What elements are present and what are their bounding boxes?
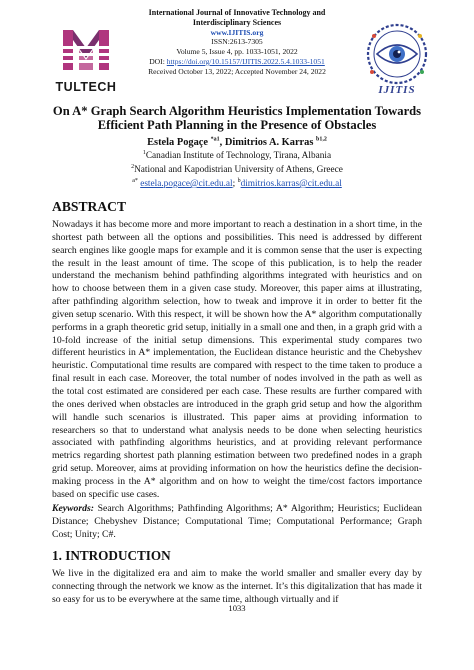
introduction-body: We live in the digitalized era and aim to make the world smaller and smaller every day by connecting through the network we know as the internet. It’s this digitalization that has made it so easy for us to be everywhere at the same time, although virtually and if bbox=[52, 568, 422, 605]
affiliation-2 bbox=[50, 165, 424, 176]
email-1-link[interactable]: estela.pogace@cit.edu.al bbox=[140, 179, 233, 189]
email-1-sup: a* bbox=[132, 177, 138, 184]
keywords-paragraph bbox=[52, 503, 422, 542]
author-2-sup: b1,2 bbox=[316, 136, 327, 143]
doi-label: DOI: bbox=[149, 56, 167, 66]
ijitis-logo-text: IJITIS bbox=[378, 84, 416, 96]
email-2-sup: b bbox=[237, 177, 241, 184]
abstract-body: Nowadays it has become more and more important to reach a destination in a short time, in the shortest path between all the options and possibilities. This need is addressed by different search engines like google maps for example and it is common sense that the user is expecting the result in the least amount of time. The scope of this publication, is to help the reader understand the mechanism behind pathfinding algorithms integrated with heuristics and on how to choose between them in a given case study. Moreover, this paper aims at illustrating, after pathfinding algorithm selection, how to tweak and improve it in order to better fit the given setup scenario. With this respect, it will be shown how the A* algorithm computationally performs in a graph theoretic grid setup, initially in a small one and then, in a graph grid with a 10-fold increase of the initial setup dimensions. This experimental study compares two different heuristics in A* implementation, the Euclidean distance heuristic and the Chebyshev heuristic. Computational time results are compared with respect to the time taken to produce a final result in each case. Moreover, the total number of nodes involved in the path as well as the total cost estimated are considered per each case. These results are further compared with the ones derived when obstacles are introduced in the graph grid setup and how the algorithm will handle such scenarios is illustrated. This paper aims at providing information to researchers so that to understand what analysis needs to be done when selecting heuristics associated with pathfinding algorithms heuristics, and at providing relevant performance metrics regarding shortest path planning estimation between two predefined nodes in a graph grid setup. Moreover, aims at providing information on how the heuristics define the decision-making process in the A* algorithm and on how to weight the time/cost factors importance based on specific use cases. bbox=[52, 219, 422, 500]
affiliation-1-text: Canadian Institute of Technology, Tirana, Albania bbox=[145, 151, 332, 161]
paper-title: On A* Graph Search Algorithm Heuristics Implementation Towards Efficient Path Planning in the Presence of Obstacles bbox=[52, 104, 422, 132]
journal-info bbox=[120, 8, 354, 77]
abstract-heading: ABSTRACT bbox=[52, 199, 127, 214]
page-number: 1033 bbox=[228, 603, 246, 613]
author-1: Estela Pogaçe bbox=[147, 137, 211, 148]
tultech-logo-text: TULTECH bbox=[55, 80, 117, 94]
affiliation-1 bbox=[50, 151, 424, 162]
journal-url[interactable]: www.IJITIS.org bbox=[210, 27, 264, 37]
journal-header bbox=[0, 4, 474, 96]
issn: ISSN:2613-7305 bbox=[211, 37, 263, 47]
doi-link[interactable]: https://doi.org/10.15157/IJITIS.2022.5.4.1033-1051 bbox=[166, 56, 325, 66]
keywords-label: Keywords: bbox=[52, 503, 94, 514]
author-1-sup: *a1 bbox=[210, 136, 220, 143]
volume-info: Volume 5, Issue 4, pp. 1033-1051, 2022 bbox=[176, 47, 298, 57]
author-2: Dimitrios A. Karras bbox=[224, 137, 317, 148]
tultech-logo bbox=[50, 26, 122, 100]
doi-line bbox=[120, 57, 354, 67]
email-2-link[interactable]: dimitrios.karras@cit.edu.al bbox=[240, 179, 342, 189]
email-separator: ; bbox=[232, 179, 238, 189]
author-separator: , bbox=[219, 137, 225, 148]
ijitis-seal-icon bbox=[356, 22, 438, 86]
tultech-mark-icon bbox=[59, 26, 113, 74]
ijitis-logo bbox=[356, 22, 438, 100]
keywords-list: Search Algorithms; Pathfinding Algorithms; A* Algorithm; Heuristics; Euclidean Distance; Chebyshev Distance; Computational Time; Computational Performance; Graph Cost; Unity; C#. bbox=[52, 503, 422, 540]
email-line bbox=[50, 179, 424, 190]
received-accepted: Received October 13, 2022; Accepted November 24, 2022 bbox=[148, 66, 326, 76]
affiliation-1-sup: 1 bbox=[142, 149, 146, 156]
affiliation-2-sup: 2 bbox=[131, 163, 135, 170]
affiliation-2-text: National and Kapodistrian University of Athens, Greece bbox=[134, 165, 343, 175]
journal-title: International Journal of Innovative Technology and Interdisciplinary Sciences bbox=[148, 8, 326, 27]
introduction-heading: 1. INTRODUCTION bbox=[52, 548, 171, 563]
author-line bbox=[50, 136, 424, 149]
